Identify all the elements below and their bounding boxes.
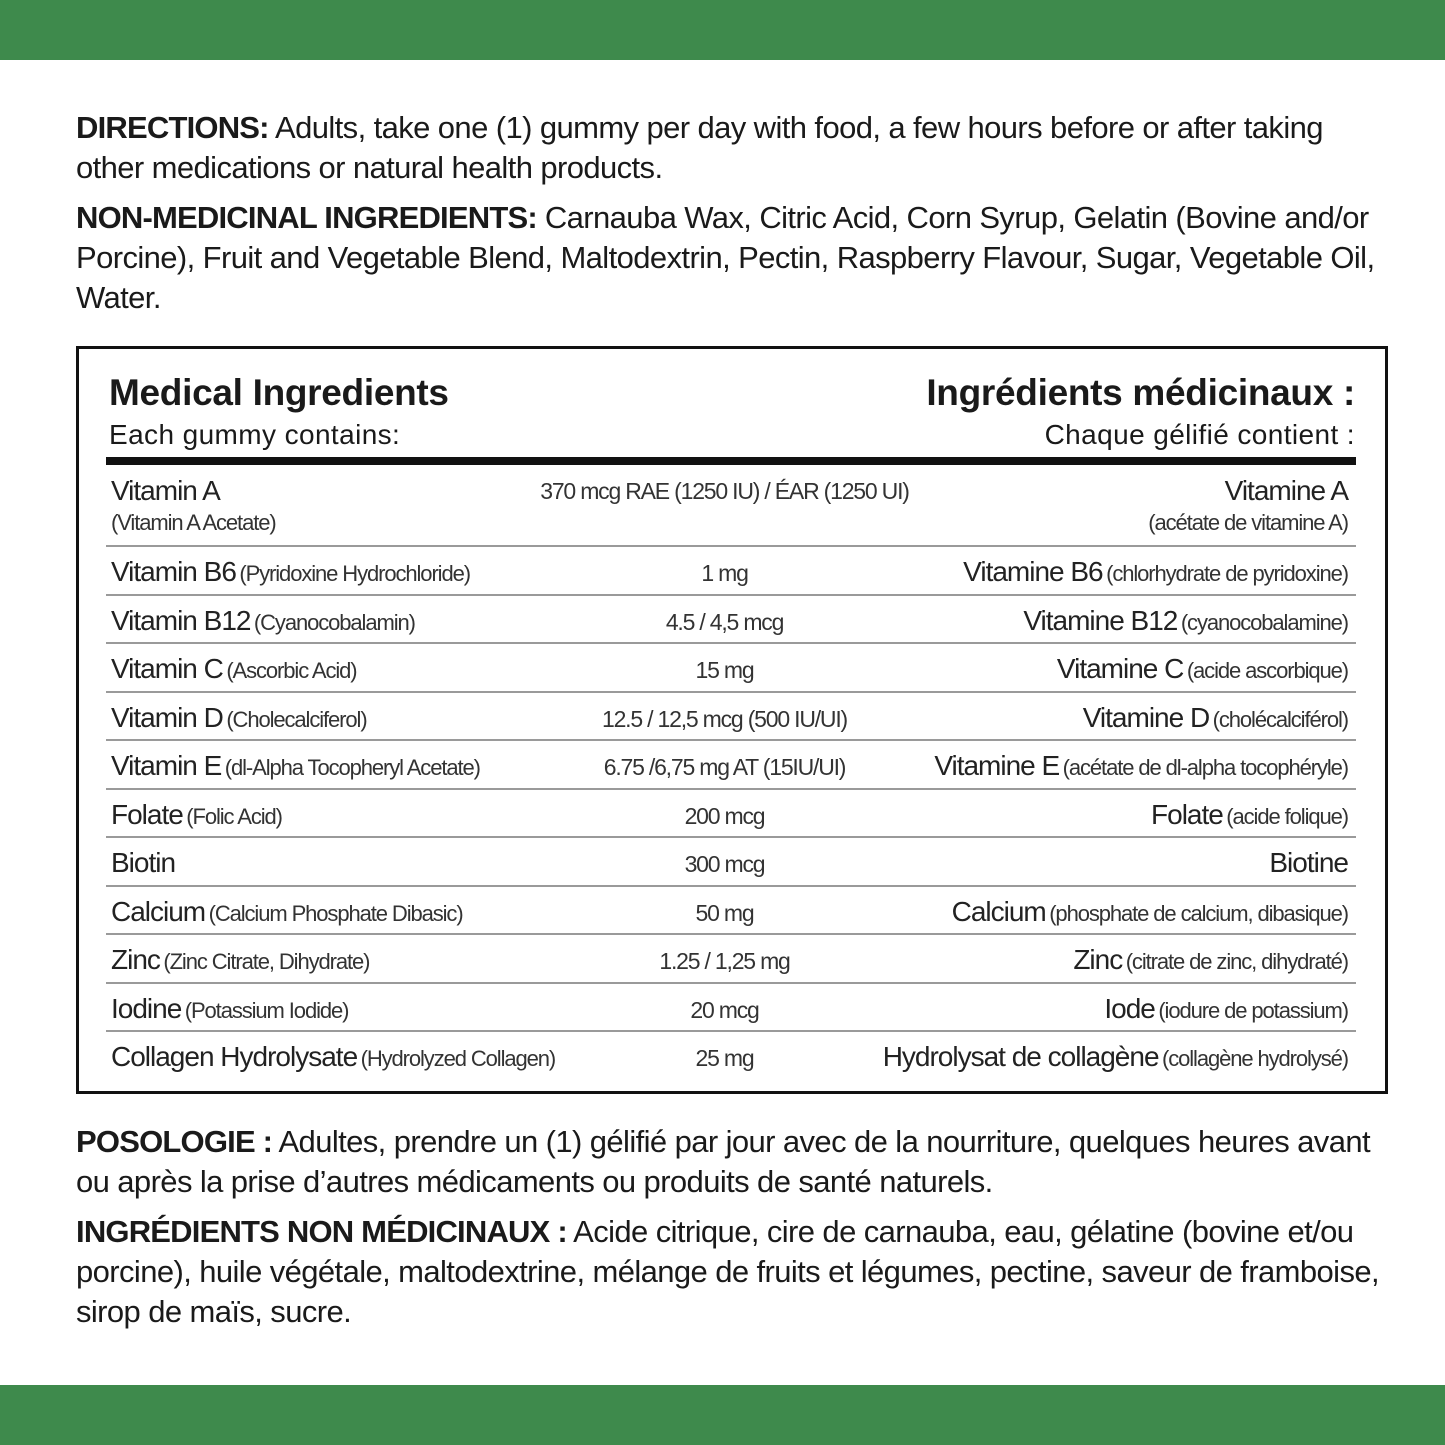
ingredient-name-fr: Folate (1151, 798, 1223, 830)
table-title-french: Ingrédients médicinaux : (926, 372, 1355, 413)
directions-text: Adults, take one (1) gummy per day with food, a few hours before or after taking other medications or natural health products. (76, 110, 1323, 185)
ingredient-amount: 300 mcg (684, 851, 765, 877)
ingredient-source-en: (Cyanocobalamin) (253, 609, 415, 635)
ingredient-amount: 50 mg (695, 899, 754, 926)
ingredient-source-fr: (acétate de vitamine A) (1148, 510, 1348, 535)
ingredient-french (1083, 702, 1348, 734)
ingredient-name-en: Folate (111, 798, 183, 830)
non-medicinaux-text: Acide citrique, cire de carnauba, eau, gélatine (bovine et/ou porcine), huile végétale, maltodextrine, mélange de fruits et légumes, pectine, saveur de framboise, sirop de maïs, sucre. (76, 1214, 1380, 1329)
ingredient-row (106, 838, 1356, 887)
ingredient-amount: 20 mcg (690, 996, 759, 1023)
ingredient-french (952, 896, 1348, 928)
ingredient-name-fr: Vitamine C (1056, 653, 1184, 684)
ingredient-name-en: Iodine (111, 992, 182, 1024)
ingredient-source-fr: (citrate de zinc, dihydraté) (1125, 949, 1348, 974)
ingredient-source-en: (Calcium Phosphate Dibasic) (208, 900, 463, 926)
ingredient-source-en: (Potassium Iodide) (184, 997, 349, 1023)
ingredient-row (106, 465, 1356, 547)
table-subtitle-english: Each gummy contains: (109, 419, 401, 450)
ingredient-amount: 25 mg (695, 1045, 754, 1071)
ingredient-name-en: Biotin (111, 847, 176, 878)
ingredient-amount: 12.5 / 12,5 mcg (500 IU/UI) (601, 705, 847, 732)
ingredient-name-en: Collagen Hydrolysate (111, 1041, 358, 1072)
header-divider (106, 457, 1356, 465)
ingredient-name-en: Vitamin A (111, 475, 220, 506)
ingredient-name-fr: Biotine (1269, 847, 1348, 878)
ingredient-source-fr: (cholécalciférol) (1212, 706, 1348, 732)
ingredient-french (1148, 474, 1348, 538)
ingredient-row (106, 984, 1356, 1033)
ingredient-source-en: (Hydrolyzed Collagen) (360, 1046, 556, 1071)
ingredient-row (106, 741, 1356, 790)
ingredient-french (1269, 847, 1348, 879)
ingredient-french (1023, 605, 1348, 637)
non-medicinal-ingredients-paragraph (76, 198, 1396, 318)
bottom-green-band (0, 1385, 1445, 1445)
ingredient-name-fr: Hydrolysat de collagène (882, 1041, 1159, 1072)
directions-label: DIRECTIONS: (76, 110, 269, 145)
ingredient-row (106, 547, 1356, 596)
ingredient-source-fr: (acide ascorbique) (1186, 658, 1348, 683)
ingredient-name-en: Vitamin B12 (111, 604, 251, 636)
ingredient-source-en: (Pyridoxine Hydrochloride) (239, 561, 470, 586)
directions-paragraph (76, 108, 1396, 188)
ingredient-row (106, 693, 1356, 742)
ingredient-french (1073, 944, 1348, 976)
non-medicinal-label: NON-MEDICINAL INGREDIENTS: (76, 200, 537, 235)
ingredient-source-en: (Ascorbic Acid) (226, 658, 357, 683)
ingredient-row (106, 1032, 1356, 1081)
top-green-band (0, 0, 1445, 60)
ingredient-name-fr: Vitamine A (1224, 475, 1348, 506)
ingredient-name-en: Calcium (111, 895, 206, 927)
ingredient-name-en: Vitamin E (111, 750, 222, 781)
ingredient-rows (106, 465, 1356, 1081)
ingredient-name-fr: Zinc (1073, 944, 1123, 975)
ingredient-source-en: (Zinc Citrate, Dihydrate) (163, 949, 370, 974)
ingredient-row (106, 596, 1356, 645)
medical-ingredients-table (76, 346, 1388, 1094)
ingredient-french (934, 750, 1348, 782)
ingredient-name-fr: Vitamine B6 (963, 556, 1103, 587)
ingredient-source-fr: (cyanocobalamine) (1180, 609, 1348, 635)
table-header-french (926, 369, 1355, 453)
ingredient-source-fr: (chlorhydrate de pyridoxine) (1106, 561, 1348, 586)
ingredient-name-en: Vitamin D (111, 701, 223, 733)
ingredient-amount: 1 mg (701, 560, 748, 586)
ingredient-french (1104, 993, 1348, 1025)
ingredient-name-fr: Vitamine D (1082, 701, 1210, 733)
ingredient-source-fr: (phosphate de calcium, dibasique) (1049, 900, 1348, 926)
ingredient-name-en: Vitamin C (111, 653, 223, 684)
ingredient-row (106, 935, 1356, 984)
posologie-text: Adultes, prendre un (1) gélifié par jour avec de la nourriture, quelques heures avant ou après la prise d’autres médicaments ou produits de santé naturels. (76, 1124, 1370, 1199)
table-header-english (109, 369, 449, 453)
ingredient-amount: 6.75 /6,75 mg AT (15IU/UI) (603, 754, 846, 780)
ingredient-name-fr: Calcium (951, 895, 1046, 927)
ingredient-source-en: (Vitamin A Acetate) (111, 510, 276, 535)
ingredient-french (963, 556, 1348, 588)
table-title-english: Medical Ingredients (109, 372, 449, 413)
table-subtitle-french: Chaque gélifié contient : (1044, 419, 1355, 450)
ingredient-source-en: (Cholecalciferol) (226, 706, 367, 732)
ingredient-row (106, 644, 1356, 693)
ingredient-name-fr: Iode (1104, 992, 1155, 1024)
ingredient-french (883, 1041, 1348, 1073)
ingredient-amount: 370 mcg RAE (1250 IU) / ÉAR (1250 UI) (540, 478, 909, 504)
ingredient-amount: 200 mcg (684, 802, 765, 829)
ingredient-row (106, 887, 1356, 936)
ingredient-source-fr: (acide folique) (1226, 803, 1348, 829)
ingredient-source-en: (Folic Acid) (186, 803, 282, 829)
ingredient-name-en: Zinc (111, 944, 160, 975)
ingredient-row (106, 790, 1356, 839)
ingredient-name-fr: Vitamine B12 (1023, 604, 1178, 636)
ingredient-amount: 4.5 / 4,5 mcg (665, 608, 784, 635)
ingredient-french (1057, 653, 1348, 685)
posologie-paragraph (76, 1122, 1396, 1202)
ingredient-french (1151, 799, 1348, 831)
ingredient-name-en: Vitamin B6 (111, 556, 236, 587)
ingredient-source-fr: (iodure de potassium) (1158, 997, 1348, 1023)
ingredient-source-fr: (collagène hydrolysé) (1161, 1046, 1348, 1071)
non-medicinaux-label: INGRÉDIENTS NON MÉDICINAUX : (76, 1214, 567, 1249)
non-medicinaux-paragraph (76, 1212, 1396, 1332)
non-medicinal-text: Carnauba Wax, Citric Acid, Corn Syrup, Gelatin (Bovine and/or Porcine), Fruit and Vegetable Blend, Maltodextrin, Pectin, Raspberry Flavour, Sugar, Vegetable Oil, Water. (76, 200, 1375, 315)
ingredient-name-fr: Vitamine E (934, 750, 1060, 781)
ingredient-amount: 1.25 / 1,25 mg (659, 948, 790, 974)
posologie-label: POSOLOGIE : (76, 1124, 273, 1159)
ingredient-source-en: (dl-Alpha Tocopheryl Acetate) (224, 755, 480, 780)
ingredient-amount: 15 mg (695, 657, 754, 683)
ingredient-source-fr: (acétate de dl-alpha tocophéryle) (1062, 755, 1348, 780)
